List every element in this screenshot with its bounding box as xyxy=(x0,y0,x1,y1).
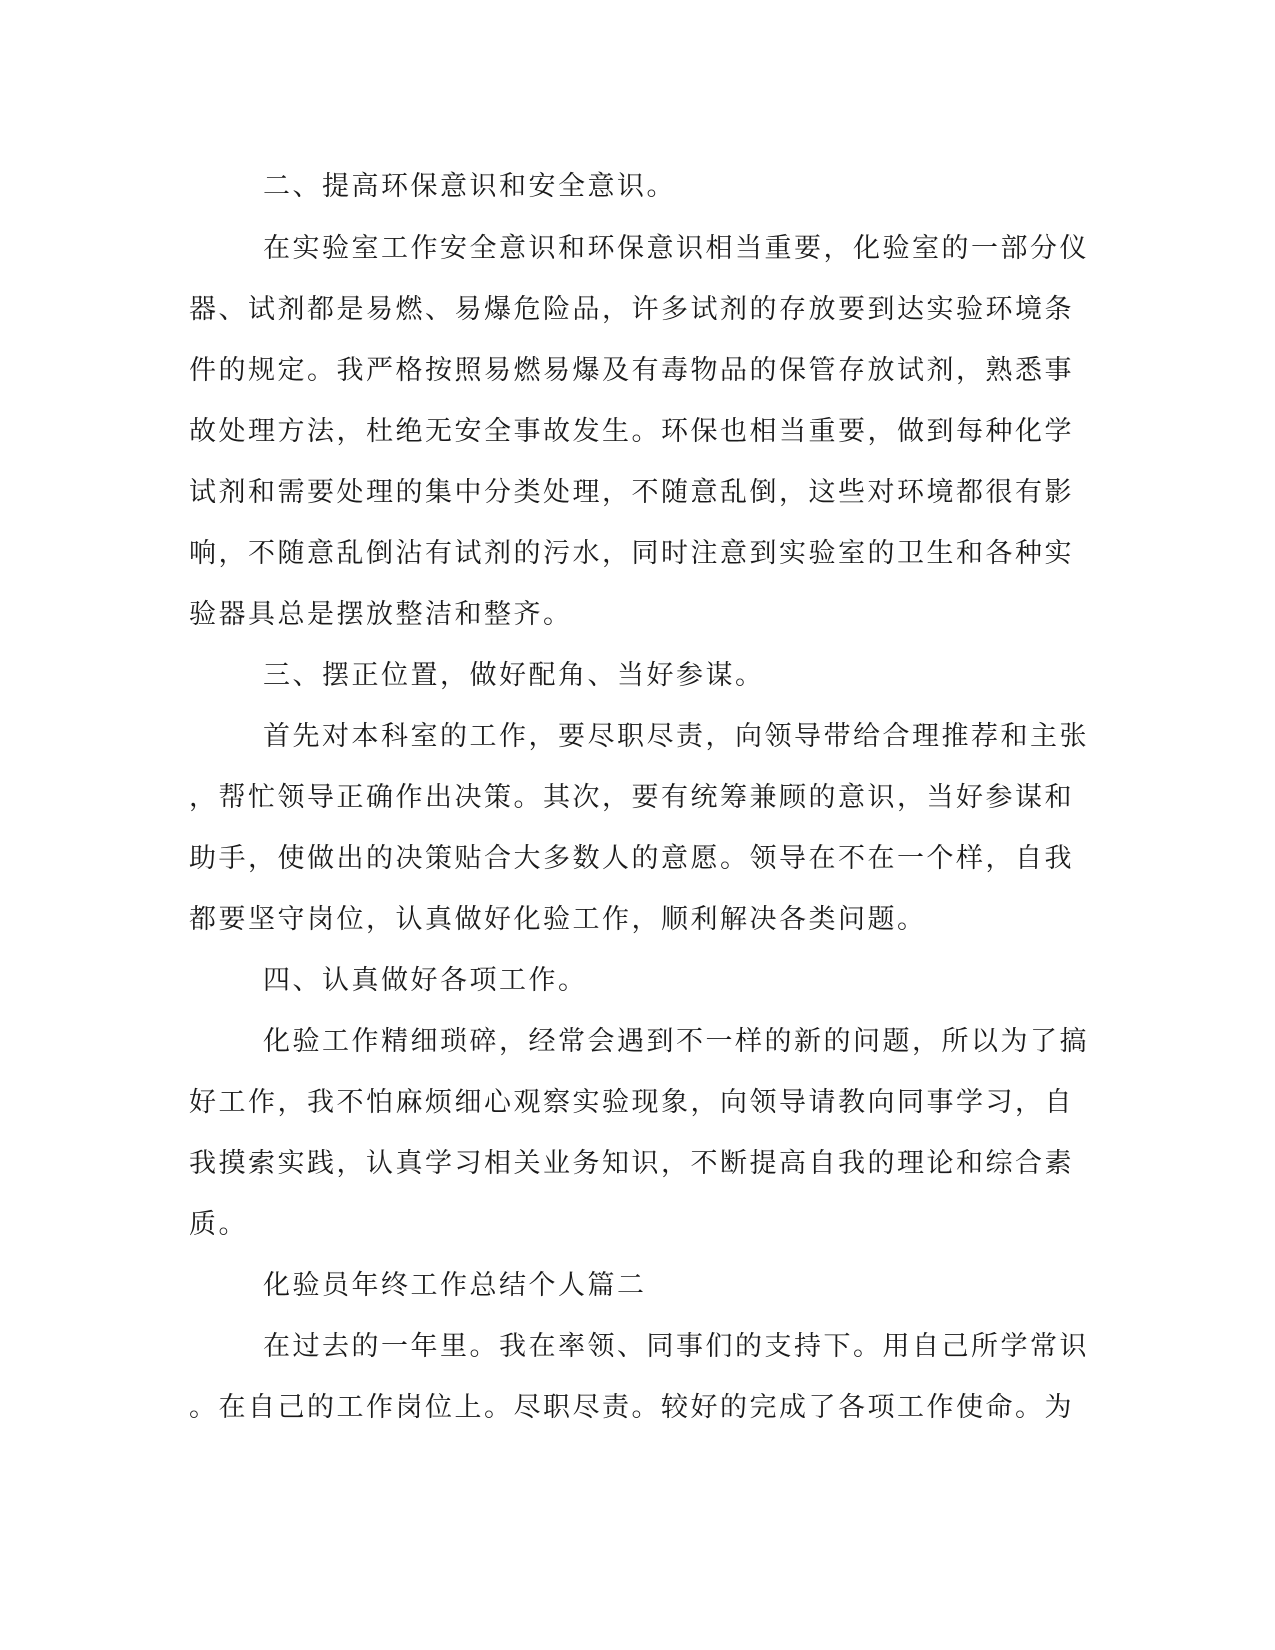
paragraph-line: 化验工作精细琐碎，经常会遇到不一样的新的问题，所以为了搞 xyxy=(263,1026,1089,1057)
paragraph-line: 在过去的一年里。我在率领、同事们的支持下。用自己所学常识 xyxy=(263,1331,1089,1362)
paragraph-line: 在实验室工作安全意识和环保意识相当重要，化验室的一部分仪 xyxy=(263,233,1089,264)
article-part-title: 化验员年终工作总结个人篇二 xyxy=(263,1270,647,1301)
paragraph-line: 首先对本科室的工作，要尽职尽责，向领导带给合理推荐和主张 xyxy=(263,721,1089,752)
paragraph-line: 好工作，我不怕麻烦细心观察实验现象，向领导请教向同事学习，自 xyxy=(189,1087,1074,1118)
paragraph-line: 器、试剂都是易燃、易爆危险品，许多试剂的存放要到达实验环境条 xyxy=(189,294,1074,325)
paragraph-line: 都要坚守岗位，认真做好化验工作，顺利解决各类问题。 xyxy=(189,904,927,935)
paragraph-line: 助手，使做出的决策贴合大多数人的意愿。领导在不在一个样，自我 xyxy=(189,843,1074,874)
paragraph-line: 质。 xyxy=(189,1209,248,1240)
paragraph-line: 验器具总是摆放整洁和整齐。 xyxy=(189,599,573,630)
paragraph-line: 响，不随意乱倒沾有试剂的污水，同时注意到实验室的卫生和各种实 xyxy=(189,538,1074,569)
paragraph-line: 。在自己的工作岗位上。尽职尽责。较好的完成了各项工作使命。为 xyxy=(189,1392,1074,1423)
heading-section-3: 三、摆正位置，做好配角、当好参谋。 xyxy=(263,660,765,691)
paragraph-line: ，帮忙领导正确作出决策。其次，要有统筹兼顾的意识，当好参谋和 xyxy=(189,782,1074,813)
paragraph-line: 故处理方法，杜绝无安全事故发生。环保也相当重要，做到每种化学 xyxy=(189,416,1074,447)
paragraph-line: 件的规定。我严格按照易燃易爆及有毒物品的保管存放试剂，熟悉事 xyxy=(189,355,1074,386)
paragraph-line: 试剂和需要处理的集中分类处理，不随意乱倒，这些对环境都很有影 xyxy=(189,477,1074,508)
heading-section-4: 四、认真做好各项工作。 xyxy=(263,965,588,996)
heading-section-2: 二、提高环保意识和安全意识。 xyxy=(263,171,676,202)
paragraph-line: 我摸索实践，认真学习相关业务知识，不断提高自我的理论和综合素 xyxy=(189,1148,1074,1179)
